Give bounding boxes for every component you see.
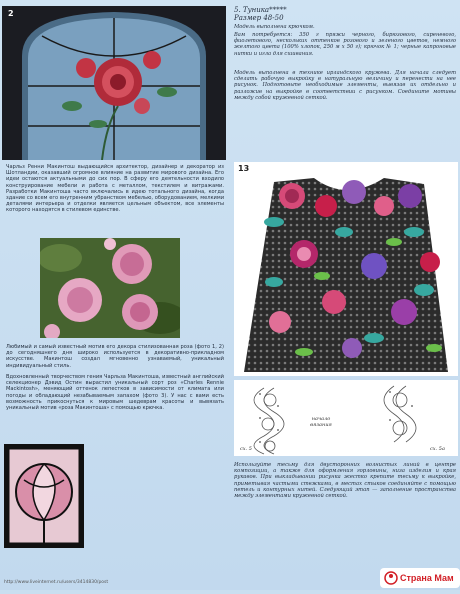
logo-text: Страна Мам — [400, 573, 454, 583]
stained-glass-photo — [2, 6, 226, 160]
pattern-title: 5. Туника***** — [234, 6, 287, 14]
site-logo — [380, 566, 460, 590]
crochet-diagram-drawing — [234, 380, 458, 456]
diagram-caption-2: сх. 5а — [430, 446, 445, 452]
source-url[interactable]: http://www.liveinternet.ru/users/3414830/post — [4, 580, 109, 585]
tunic-photo — [234, 162, 458, 376]
rose-motif-photo — [4, 444, 84, 548]
roses-photo — [40, 238, 180, 338]
text-block-mackintosh: Чарльз Ренни Макинтош выдающийся архитектор, дизайнер и декоратор из Шотландии, оказавший огромное влияние на развитие мирового дизайна. Его идеи остаются актуальными до сих пор. В сферу его деятельности входило конструирование мебели и работа с металлом, текстилем и витражами. Разработки Макинтоша часто включались в идею тотального дизайна, когда здание со всем его внутренним убранством мебелью, оборудованием, мелкими деталями интерьера и отделки является цельным объектом, все элементы которого находятся в стилевом единстве. — [6, 164, 224, 214]
roses-illustration — [40, 238, 180, 338]
pattern-text-bottom: Используйте тесьму для двусторонних волнистых линий в центре композиции, а также для оформления горловины, низа изделия и края рукавов. При выкладывании рисунка жестко крепите тесьму к выкройке, приметывая частыми стежками, в местах стыков соединяйте с помощью петель и контурных нитей. Следующий этап — заполнение пространства между элементами кружевной сеткой. — [234, 462, 456, 500]
pattern-subtitle: Модель выполнена крючком. — [234, 24, 315, 30]
rose-motif-illustration — [4, 444, 84, 548]
text-block-austin: Вдохновленный творчеством гения Чарльза Макинтоша, известный английский селекционер Дэвид Остин вырастил уникальный сорт роз «Charles Rennie Mackintosh», меняющий оттенок лепестков в зависимости от климата или погоды и обладающий незабываемым запахом (фото 3). У нас с вами есть возможность прикоснуться к мировым шедеврам красоты и вывязать уникальный мотив «роза Макинтоша» с помощью крючка. — [6, 374, 224, 412]
pattern-size: Размер 48-50 — [234, 14, 284, 22]
tunic-illustration — [234, 162, 458, 376]
diagram-caption-1: сх. 5 — [240, 446, 252, 452]
diagram-start-label: начало вязания — [310, 416, 332, 428]
pattern-materials: Вам потребуется: 350 г пряжи черного, бирюзового, сиреневого, фиолетового, нескольких оттенков розового и зеленого цветов, немного желтого цвета (100% хлопок, 250 м х 50 г); крючок № 1; черные капроновые нитки и игла для сшивания. — [234, 32, 456, 57]
crochet-diagrams — [234, 380, 458, 456]
text-block-rose-motif: Любимый и самый известный мотив его декора стилизованная роза (фото 1, 2) до сегодняшнего дня широко используется в декоративно-прикладном искусстве. Макинтош создал мгновенно узнаваемый, уникальный индивидуальный стиль. — [6, 344, 224, 369]
photo-number: 13 — [238, 164, 250, 173]
stained-glass-illustration — [2, 6, 226, 160]
pattern-intro: Модель выполнена в технике ирландского кружева. Для начала следует сделать рабочую выкройку в натуральную величину и перенести на нее рисунок. Подготовьте необходимые элементы, вывязав их отдельно и разложив на выкройке в соответствии с рисунком. Соедините мотивы между собой кружевной сеткой. — [234, 70, 456, 101]
photo-number: 2 — [8, 9, 14, 18]
